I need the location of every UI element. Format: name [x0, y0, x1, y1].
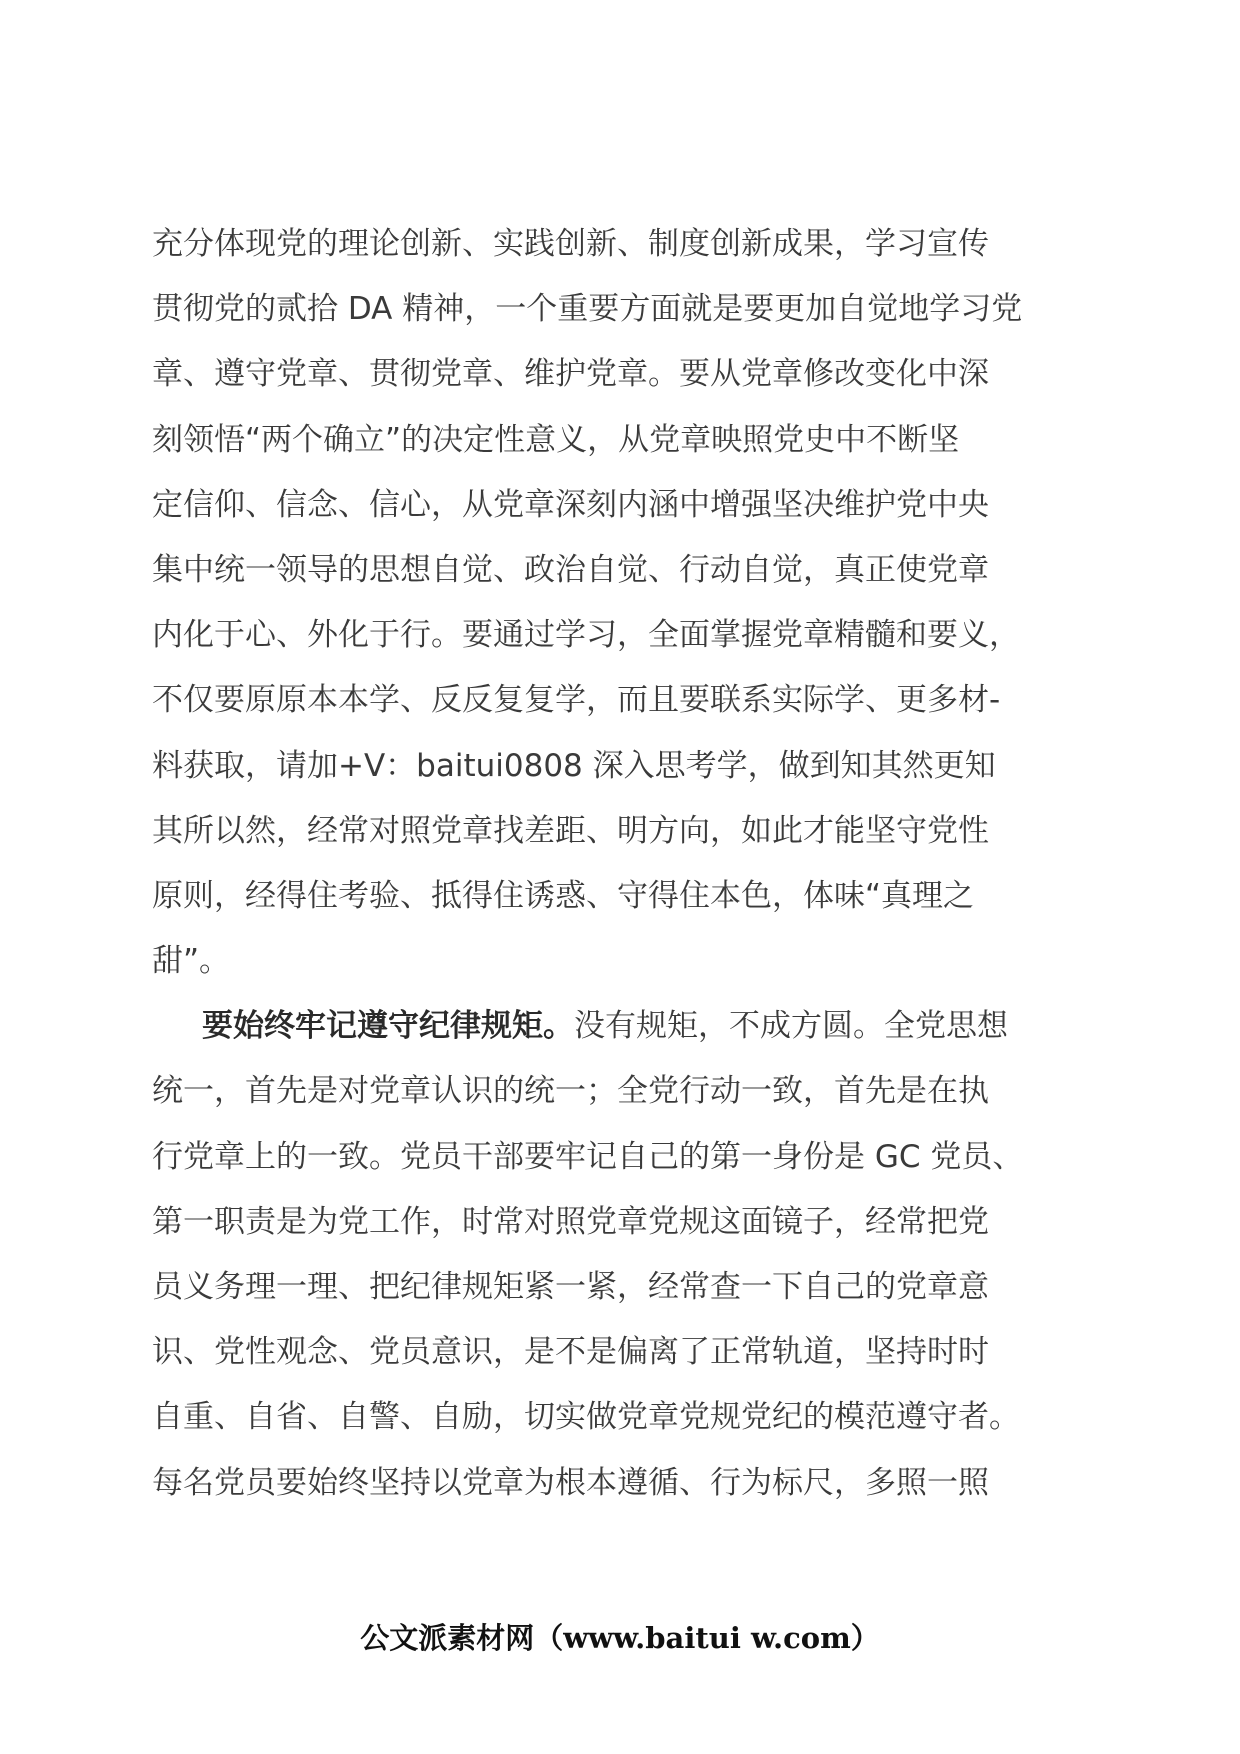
- text-line: 员义务理一理、把纪律规矩紧一紧，经常查一下自己的党章意: [152, 1269, 989, 1305]
- text-line: 不仅要原原本本学、反反复复学，而且要联系实际学、更多材-: [152, 682, 1001, 719]
- text-line: 自重、自省、自警、自励，切实做党章党规党纪的模范遵守者。: [152, 1399, 1020, 1436]
- text-line: 定信仰、信念、信心，从党章深刻内涵中增强坚决维护党中央: [152, 486, 989, 523]
- text-line: 刻领悟“两个确立”的决定性意义，从党章映照党史中不断坚: [152, 421, 960, 458]
- text-line: 原则，经得住考验、抵得住诱惑、守得住本色，体味“真理之: [152, 877, 975, 914]
- text-line: 统一，首先是对党章认识的统一；全党行动一致，首先是在执: [152, 1073, 989, 1110]
- paragraph-heading: 要始终牢记遵守纪律规矩。: [202, 1008, 574, 1045]
- text-line: 料获取，请加+V：baitui0808 深入思考学，做到知其然更知: [152, 747, 996, 784]
- text-line: 充分体现党的理论创新、实践创新、制度创新成果，学习宣传: [152, 226, 989, 262]
- text-line: 章、遵守党章、贯彻党章、维护党章。要从党章修改变化中深: [152, 356, 989, 393]
- text-line: 贯彻党的贰拾 DA 精神，一个重要方面就是要更加自觉地学习党: [152, 291, 1023, 328]
- text-line: 行党章上的一致。党员干部要牢记自己的第一身份是 GC 党员、: [152, 1138, 1024, 1175]
- footer-source: 公文派素材网（www.baitui w.com）: [360, 1621, 880, 1655]
- text-line: 识、党性观念、党员意识，是不是偏离了正常轨道，坚持时时: [152, 1334, 989, 1371]
- text-line: 每名党员要始终坚持以党章为根本遵循、行为标尺，多照一照: [152, 1464, 989, 1501]
- document-body: [152, 212, 1092, 1516]
- paragraph-heading-rest: 没有规矩，不成方圆。全党思想: [574, 1008, 1008, 1045]
- text-line: 其所以然，经常对照党章找差距、明方向，如此才能坚守党性: [152, 812, 989, 849]
- text-line: 内化于心、外化于行。要通过学习，全面掌握党章精髓和要义，: [152, 617, 1020, 654]
- text-line: 甜”。: [152, 943, 231, 980]
- paragraph-first-line: [152, 994, 1092, 1059]
- text-line: 集中统一领导的思想自觉、政治自觉、行动自觉，真正使党章: [152, 551, 989, 588]
- text-line: 第一职责是为党工作，时常对照党章党规这面镜子，经常把党: [152, 1203, 989, 1240]
